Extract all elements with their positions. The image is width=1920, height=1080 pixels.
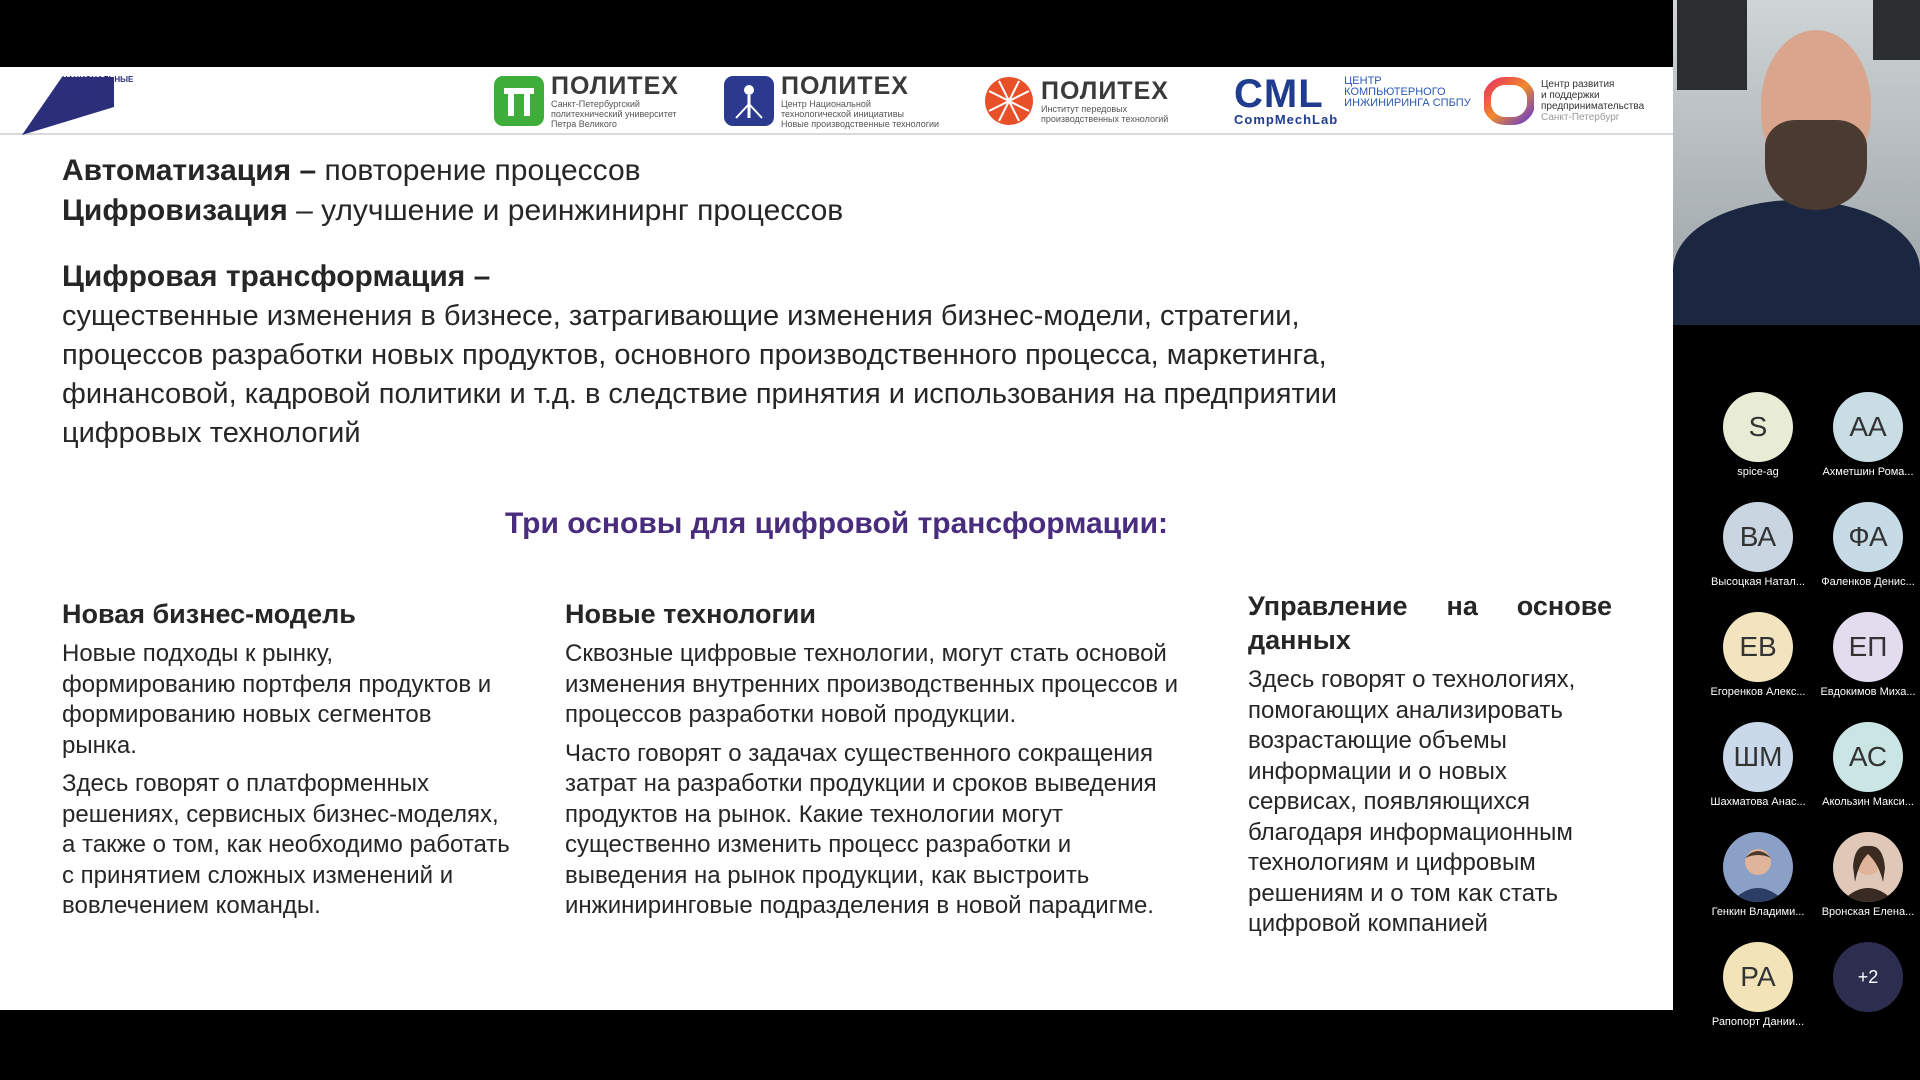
participant-tile[interactable] (1813, 722, 1920, 822)
participant-initials: АС (1848, 741, 1888, 772)
participant-name: Евдокимов Миха... (1820, 686, 1916, 698)
digitization-definition (62, 191, 1622, 231)
participant-name: Генкин Владими... (1711, 906, 1805, 918)
cml-mark: CML (1234, 72, 1324, 116)
participant-name: Рапопорт Дании... (1711, 1016, 1805, 1028)
participant-name: Ахметшин Рома... (1822, 466, 1914, 478)
shared-slide (0, 67, 1673, 1010)
data-management-heading: Управление на основе данных (1248, 591, 1612, 655)
support-center-ring-icon (1484, 76, 1534, 126)
polytech1-sub-3: Петра Великого (551, 118, 617, 129)
participant-avatar (1833, 832, 1903, 902)
participant-name: Егоренков Алекс... (1710, 686, 1806, 698)
definitions-block (62, 151, 1622, 231)
participant-tile[interactable] (1813, 832, 1920, 932)
speaker-body (1673, 200, 1920, 325)
cml-right-3: ИНЖИНИРИНГА СПБПУ (1344, 96, 1471, 109)
polytech1-sub-1: Санкт-Петербургский (551, 98, 640, 109)
participant-initials: ФА (1848, 521, 1888, 552)
participant-name: Вронская Елена... (1821, 906, 1915, 918)
participant-initials: S (1748, 411, 1768, 442)
cml-right-1: ЦЕНТР (1344, 74, 1382, 87)
participant-name: Акользин Макси... (1822, 796, 1914, 808)
participant-avatar (1723, 832, 1793, 902)
business-model-column (62, 597, 512, 922)
dt-line-1: существенные изменения в бизнесе, затрагивающие изменения бизнес-модели, стратегии, (62, 300, 1300, 332)
polytech2-sub-1: Центр Национальной (781, 98, 871, 109)
participant-tile[interactable] (1813, 502, 1920, 602)
new-technologies-heading: Новые технологии (565, 599, 816, 629)
polytech3-sub-2: производственных технологий (1041, 113, 1169, 124)
participant-tile[interactable] (1703, 502, 1813, 602)
participant-tile[interactable] (1703, 722, 1813, 822)
polytech3-title: ПОЛИТЕХ (1041, 76, 1169, 105)
participant-initials: РА (1740, 961, 1776, 992)
participant-tile[interactable] (1703, 832, 1813, 932)
participant-initials: АА (1849, 411, 1887, 442)
polytech-orange-grid-icon (984, 76, 1034, 126)
wall-picture (1873, 0, 1920, 60)
slide-logo-bar (0, 67, 1673, 135)
polytech2-sub-2: технологической инициативы (781, 108, 904, 119)
participant-avatar (1723, 722, 1793, 792)
participant-avatar (1723, 612, 1793, 682)
polytech3-sub-1: Институт передовых (1041, 103, 1128, 114)
three-bases-heading: Три основы для цифровой трансформации: (504, 507, 1169, 540)
polytech1-title: ПОЛИТЕХ (551, 71, 679, 100)
participant-tile[interactable] (1703, 392, 1813, 492)
center-line-3: предпринимательства (1541, 101, 1645, 112)
participant-photo-icon (1833, 832, 1903, 902)
center-city: Санкт-Петербург (1541, 112, 1620, 123)
participant-name: spice-ag (1737, 466, 1779, 478)
digital-transformation-body (62, 297, 1622, 453)
participant-initials: ЕВ (1739, 631, 1777, 662)
participant-name: Высоцкая Натал... (1711, 576, 1805, 588)
polytech2-title: ПОЛИТЕХ (781, 71, 909, 100)
national-projects-label: НАЦИОНАЛЬНЫЕ ПРОЕКТЫ РОССИИ (62, 75, 134, 102)
polytech2-sub-3: Новые производственные технологии (781, 118, 940, 129)
digitization-text: – улучшение и реинжинирнг процессов (287, 194, 844, 227)
center-line-1: Центр развития (1541, 79, 1615, 90)
participant-avatar (1833, 612, 1903, 682)
participant-avatar (1723, 392, 1793, 462)
participant-tile[interactable] (1813, 612, 1920, 712)
cml-sub: CompMechLab (1234, 112, 1339, 127)
wall-picture (1677, 0, 1747, 90)
polytech-nti-logo (724, 73, 939, 129)
more-participants-badge (1833, 942, 1903, 1012)
polytech-university-logo (494, 73, 679, 129)
dt-line-2: процессов разработки новых продуктов, основного производственного процесса, маркетинга, (62, 339, 1327, 371)
participant-tile[interactable] (1813, 392, 1920, 492)
participant-avatar (1833, 392, 1903, 462)
automation-term: Автоматизация – (62, 154, 317, 187)
participant-avatar (1723, 502, 1793, 572)
new-technologies-column (565, 597, 1185, 922)
business-model-paragraph-1: Новые подходы к рынку, формированию портфеля продуктов и формированию новых сегментов рынка. (62, 640, 492, 759)
new-technologies-paragraph-2: Часто говорят о задачах существенного сокращения затрат на разработки продукции и сроков выведения продуктов на рынок. Какие технологии могут существенно изменить процесс разработки и выведения на рынок продукции, как выстроить инжиниринговые подразделения в новой парадигме. (565, 739, 1157, 919)
business-model-paragraph-2: Здесь говорят о платформенных решениях, сервисных бизнес-моделях, а также о том, как необходимо работать с принятием сложных изменений и вовлечением команды. (62, 770, 510, 919)
participant-avatar (1723, 942, 1793, 1012)
participant-initials: ШМ (1733, 741, 1783, 772)
dt-line-4: цифровых технологий (62, 417, 361, 449)
participant-avatar (1833, 502, 1903, 572)
polytech-institute-logo (984, 73, 1169, 129)
polytech-green-emblem-icon (494, 76, 544, 126)
center-line-2: и поддержки (1541, 90, 1600, 101)
participant-initials: +2 (1857, 966, 1879, 987)
participant-name: Фаленков Денис... (1821, 576, 1915, 588)
participant-tile[interactable] (1703, 612, 1813, 712)
cml-right-2: КОМПЬЮТЕРНОГО (1344, 85, 1446, 98)
participant-photo-icon (1723, 832, 1793, 902)
automation-definition (62, 151, 1622, 191)
participant-initials: ЕП (1848, 631, 1888, 662)
participant-avatar (1833, 722, 1903, 792)
speaker-video-tile[interactable] (1673, 0, 1920, 325)
business-model-heading: Новая бизнес-модель (62, 599, 356, 629)
compmechlab-logo (1234, 73, 1471, 129)
national-projects-logo (18, 73, 134, 137)
polytech1-sub-2: политехнический университет (551, 108, 677, 119)
polytech-nti-emblem-icon (724, 76, 774, 126)
digital-transformation-definition (62, 257, 1622, 453)
participants-panel (1673, 0, 1920, 1080)
new-technologies-paragraph-1: Сквозные цифровые технологии, могут стать основой изменения внутренних производственных процессов и процессов разработки новой продукции. (565, 640, 1179, 728)
participant-initials: ВА (1739, 521, 1777, 552)
digital-transformation-term: Цифровая трансформация – (62, 260, 491, 293)
data-management-paragraph-1: Здесь говорят о технологиях, помогающих анализировать возрастающие объемы информации и о новых сервисах, появляющихся благодаря информационным технологиям и цифровым решениям и о том как стать цифровой компанией (1248, 666, 1576, 937)
automation-text: повторение процессов (316, 154, 641, 187)
participant-tile[interactable] (1703, 942, 1813, 1042)
data-management-column (1248, 589, 1612, 940)
participant-tile[interactable] (1813, 942, 1920, 1042)
dt-line-3: финансовой, кадровой политики и т.д. в следствие принятия и использования на предприятии (62, 378, 1338, 410)
digitization-term: Цифровизация (62, 194, 288, 227)
participant-name: Шахматова Анас... (1710, 796, 1806, 808)
business-support-center-logo (1484, 73, 1644, 129)
speaker-beard (1765, 120, 1867, 210)
